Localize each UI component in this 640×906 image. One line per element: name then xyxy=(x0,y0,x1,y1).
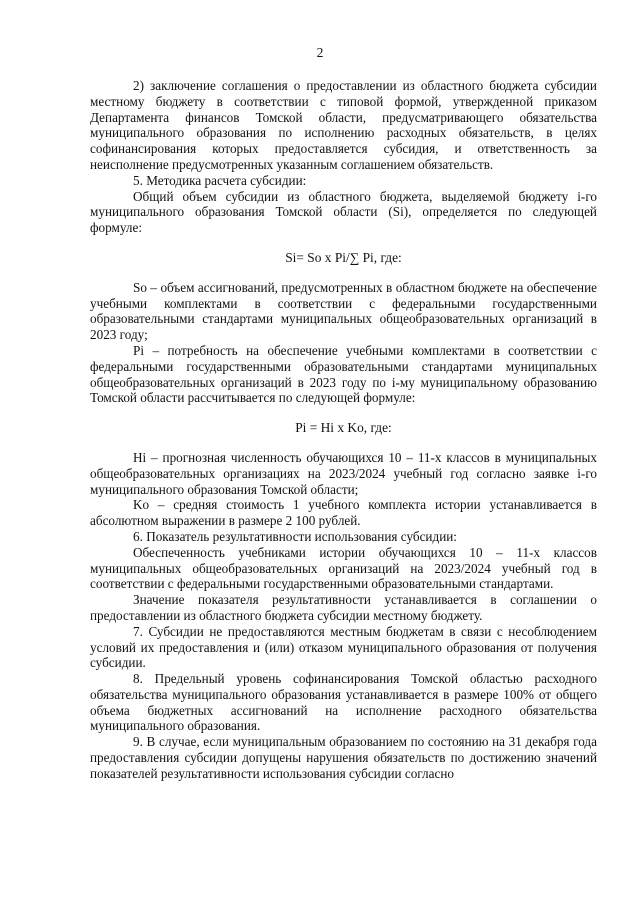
paragraph-total-volume: Общий объем субсидии из областного бюджета, выделяемой бюджету i-го муниципального образования Томской области (Si), определяется по следующей формуле: xyxy=(90,188,597,236)
paragraph-hi-definition: Hi – прогнозная численность обучающихся 10 – 11-х классов в муниципальных общеобразовательных организациях на 2023/2024 учебный год согласно заявке i-го муниципального образования Томской области; xyxy=(90,449,597,497)
paragraph-pi-definition: Pi – потребность на обеспечение учебными комплектами в соответствии с федеральными государственными образовательными стандартами муниципальных общеобразовательных организаций в 2023 году по i-му муниципальному образованию Томской области рассчитывается по следующей формуле: xyxy=(90,342,597,406)
paragraph-indicator-value: Значение показателя результативности устанавливается в соглашении о предоставлении из областного бюджета субсидии местному бюджету. xyxy=(90,592,597,623)
paragraph-item-2: 2) заключение соглашения о предоставлении из областного бюджета субсидии местному бюджету в соответствии с типовой формой, утвержденной приказом Департамента финансов Томской области, предусматривающего обязательства муниципального образования по исполнению расходных обязательств, в целях софинансирования которых предоставляется субсидия, и ответственность за неисполнение предусмотренных указанным соглашением обязательств. xyxy=(90,78,597,172)
paragraph-ko-definition: Kо – средняя стоимость 1 учебного комплекта истории устанавливается в абсолютном выражении в размере 2 100 рублей. xyxy=(90,497,597,529)
paragraph-so-definition: So – объем ассигнований, предусмотренных в областном бюджете на обеспечение учебными комплектами в соответствии с федеральными государственными образовательными стандартами муниципальных общеобразовательных организаций в 2023 году; xyxy=(90,279,597,343)
section-6-heading: 6. Показатель результативности использования субсидии: xyxy=(133,528,457,544)
section-5-heading: 5. Методика расчета субсидии: xyxy=(133,172,307,188)
section-7: 7. Субсидии не предоставляются местным бюджетам в связи с несоблюдением условий их предоставления и (или) отказом муниципального образования от получения субсидии. xyxy=(90,623,597,671)
formula-pi: Pi = Hi x Kо, где: xyxy=(295,420,392,436)
formula-si: Si= So x Pi/∑ Pi, где: xyxy=(285,249,402,265)
document-body xyxy=(90,78,597,782)
section-8: 8. Предельный уровень софинансирования Томской областью расходного обязательства муниципального образования устанавливается в размере 100% от общего объема бюджетных ассигнований на исполнение расходного обязательства муниципального образования. xyxy=(90,671,597,734)
paragraph-indicator: Обеспеченность учебниками истории обучающихся 10 – 11-х классов муниципальных общеобразовательных организаций на 2023/2024 учебный год в соответствии с федеральными государственными образовательными стандартами. xyxy=(90,544,597,592)
page-number: 2 xyxy=(316,45,324,60)
section-9: 9. В случае, если муниципальным образованием по состоянию на 31 декабря года предоставления субсидии допущены нарушения обязательств по достижению значений показателей результативности использования субсидии согласно xyxy=(90,734,597,781)
